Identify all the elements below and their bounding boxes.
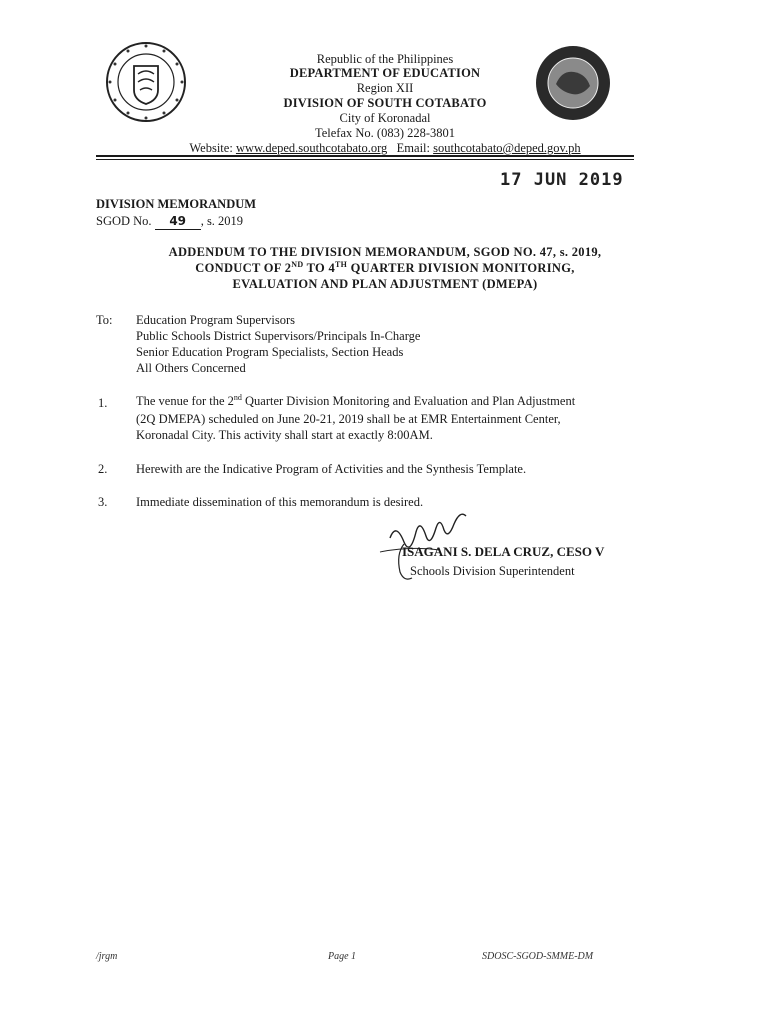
memo-series: , s. 2019 (200, 214, 244, 228)
header-republic: Republic of the Philippines (316, 52, 454, 66)
footer-document-code: SDOSC-SGOD-SMME-DM (482, 951, 594, 962)
footer-page-number: Page 1 (328, 951, 357, 962)
item-number: 2. (98, 462, 108, 476)
memo-title-line3: EVALUATION AND PLAN ADJUSTMENT (DMEPA) (232, 277, 538, 291)
website-label: Website: (189, 141, 233, 155)
email-link[interactable]: southcotabato@deped.gov.ph (433, 141, 581, 155)
header-contact-line (0, 141, 770, 156)
item-number: 1. (98, 396, 108, 410)
footer-initials: /jrgm (96, 951, 118, 962)
recipient-item: All Others Concerned (136, 361, 246, 375)
header-region: Region XII (356, 81, 414, 95)
header-divider-thin (96, 159, 634, 160)
header-telefax: Telefax No. (083) 228-3801 (314, 126, 456, 140)
recipient-item: Public Schools District Supervisors/Principals In-Charge (136, 329, 421, 343)
signatory-title: Schools Division Superintendent (410, 564, 575, 578)
memo-title-line1: ADDENDUM TO THE DIVISION MEMORANDUM, SGOD NO. 47, s. 2019, (168, 245, 602, 259)
item-1-line2: (2Q DMEPA) scheduled on June 20-21, 2019 shall be at EMR Entertainment Center, (136, 412, 561, 426)
header-department: DEPARTMENT OF EDUCATION (289, 66, 481, 80)
memo-number-line (96, 213, 243, 230)
email-label: Email: (396, 141, 430, 155)
item-2-text: Herewith are the Indicative Program of Activities and the Synthesis Template. (136, 462, 527, 476)
memo-heading: DIVISION MEMORANDUM (96, 197, 257, 211)
memo-title-line2: CONDUCT OF 2ND TO 4TH QUARTER DIVISION MONITORING, (195, 259, 575, 275)
item-number: 3. (98, 495, 108, 509)
item-3-text: Immediate dissemination of this memorandum is desired. (136, 495, 424, 509)
header-city: City of Koronadal (339, 111, 431, 125)
item-1-line1: The venue for the 2nd Quarter Division Monitoring and Evaluation and Plan Adjustment (136, 392, 576, 408)
recipient-item: Education Program Supervisors (136, 313, 296, 327)
header-divider-thick (96, 155, 634, 157)
received-date-stamp: 17 JUN 2019 (500, 170, 624, 190)
memo-number-prefix: SGOD No. (96, 214, 152, 228)
header-division: DIVISION OF SOUTH COTABATO (283, 96, 487, 110)
memo-number: 49 (155, 213, 201, 230)
item-1-line3: Koronadal City. This activity shall start at exactly 8:00AM. (136, 428, 433, 442)
website-link[interactable]: www.deped.southcotabato.org (235, 141, 388, 155)
recipient-item: Senior Education Program Specialists, Section Heads (136, 345, 404, 359)
signatory-name: ISAGANI S. DELA CRUZ, CESO V (402, 544, 605, 559)
to-label: To: (96, 313, 113, 327)
